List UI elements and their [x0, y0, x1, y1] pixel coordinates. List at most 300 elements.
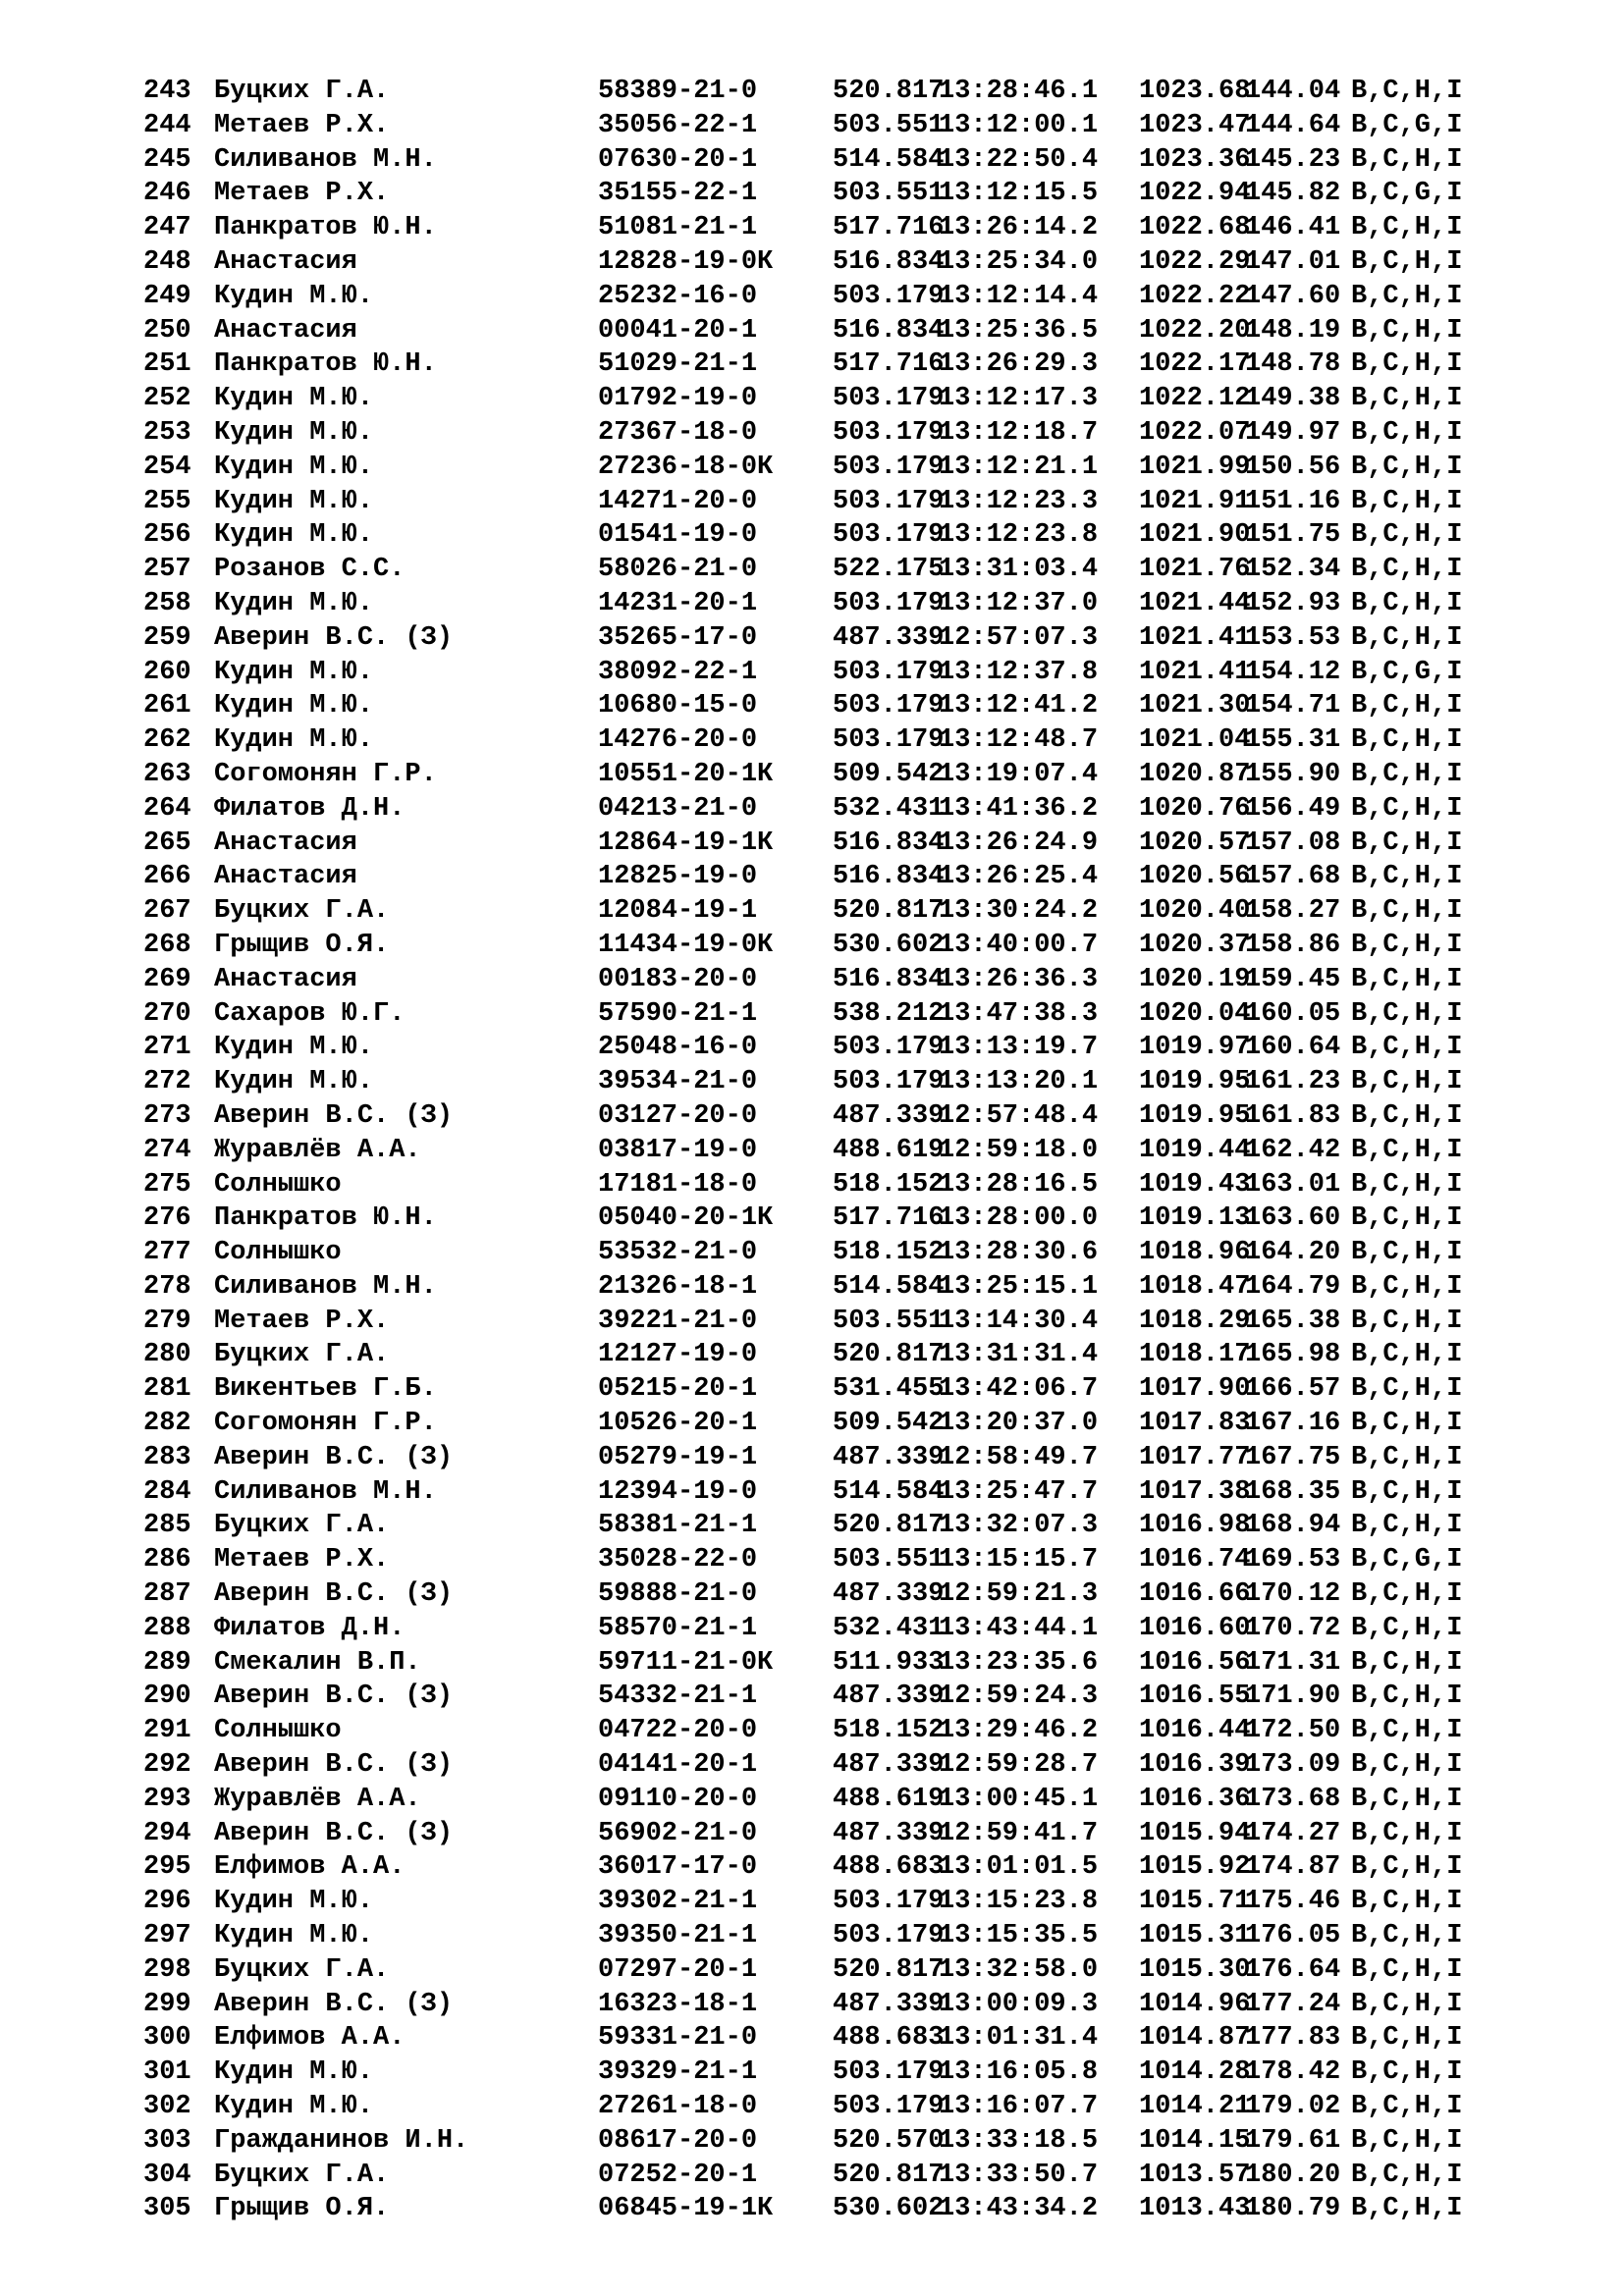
- categories: B,C,H,I: [1351, 315, 1463, 346]
- categories: B,C,H,I: [1351, 2125, 1463, 2156]
- arrival-time: 12:59:24.3: [939, 1682, 1099, 1712]
- categories: B,C,H,I: [1351, 1818, 1463, 1848]
- distance: 487.339: [833, 1579, 945, 1610]
- fancier-name: Анастасия: [214, 246, 357, 277]
- speed: 1022.22: [1139, 281, 1251, 311]
- fancier-name: Сахаров Ю.Г.: [214, 998, 406, 1029]
- speed: 1022.12: [1139, 384, 1251, 414]
- ring-number: 01541-19-0: [598, 520, 758, 551]
- arrival-time: 13:01:31.4: [939, 2023, 1099, 2054]
- place-number: 304: [143, 2160, 191, 2190]
- arrival-time: 13:16:05.8: [939, 2057, 1099, 2088]
- categories: B,C,H,I: [1351, 144, 1463, 175]
- arrival-time: 13:12:41.2: [939, 691, 1099, 721]
- points: 148.19: [1245, 315, 1341, 346]
- table-row: [143, 2192, 1577, 2226]
- table-row: [143, 723, 1577, 758]
- categories: B,C,H,I: [1351, 1271, 1463, 1302]
- place-number: 271: [143, 1033, 191, 1063]
- place-number: 283: [143, 1442, 191, 1472]
- ring-number: 08617-20-0: [598, 2125, 758, 2156]
- distance: 520.817: [833, 1511, 945, 1541]
- fancier-name: Буцких Г.А.: [214, 77, 390, 106]
- points: 154.12: [1245, 657, 1341, 687]
- distance: 520.817: [833, 2160, 945, 2190]
- place-number: 286: [143, 1545, 191, 1575]
- place-number: 302: [143, 2092, 191, 2122]
- ring-number: 39534-21-0: [598, 1067, 758, 1097]
- categories: B,C,H,I: [1351, 1954, 1463, 1985]
- ring-number: 25232-16-0: [598, 281, 758, 311]
- ring-number: 00183-20-0: [598, 964, 758, 994]
- ring-number: 03127-20-0: [598, 1100, 758, 1131]
- speed: 1022.94: [1139, 179, 1251, 209]
- points: 164.79: [1245, 1271, 1341, 1302]
- place-number: 257: [143, 555, 191, 585]
- distance: 503.179: [833, 452, 945, 482]
- fancier-name: Кудин М.Ю.: [214, 1033, 374, 1063]
- arrival-time: 13:29:46.2: [939, 1716, 1099, 1746]
- place-number: 248: [143, 246, 191, 277]
- categories: B,C,H,I: [1351, 964, 1463, 994]
- categories: B,C,H,I: [1351, 1921, 1463, 1951]
- arrival-time: 13:25:15.1: [939, 1271, 1099, 1302]
- ring-number: 39221-21-0: [598, 1306, 758, 1336]
- fancier-name: Метаев Р.Х.: [214, 179, 390, 209]
- ring-number: 04213-21-0: [598, 793, 758, 824]
- distance: 503.179: [833, 2057, 945, 2088]
- distance: 503.551: [833, 1306, 945, 1336]
- speed: 1015.30: [1139, 1954, 1251, 1985]
- categories: B,C,H,I: [1351, 896, 1463, 927]
- distance: 503.551: [833, 179, 945, 209]
- ring-number: 14271-20-0: [598, 486, 758, 516]
- speed: 1013.57: [1139, 2160, 1251, 2190]
- table-row: [143, 1577, 1577, 1612]
- fancier-name: Метаев Р.Х.: [214, 1306, 390, 1336]
- speed: 1014.28: [1139, 2057, 1251, 2088]
- distance: 518.152: [833, 1238, 945, 1268]
- table-row: [143, 963, 1577, 997]
- points: 168.35: [1245, 1476, 1341, 1507]
- points: 165.98: [1245, 1340, 1341, 1370]
- arrival-time: 13:26:36.3: [939, 964, 1099, 994]
- arrival-time: 13:16:07.7: [939, 2092, 1099, 2122]
- speed: 1019.43: [1139, 1169, 1251, 1200]
- categories: B,C,H,I: [1351, 759, 1463, 789]
- points: 169.53: [1245, 1545, 1341, 1575]
- distance: 503.179: [833, 486, 945, 516]
- distance: 517.716: [833, 213, 945, 243]
- categories: B,C,H,I: [1351, 2160, 1463, 2190]
- arrival-time: 13:40:00.7: [939, 930, 1099, 960]
- fancier-name: Аверин В.С. (З): [214, 622, 454, 653]
- arrival-time: 13:26:29.3: [939, 349, 1099, 380]
- fancier-name: Солнышко: [214, 1716, 342, 1746]
- speed: 1022.29: [1139, 246, 1251, 277]
- speed: 1016.44: [1139, 1716, 1251, 1746]
- ring-number: 17181-18-0: [598, 1169, 758, 1200]
- categories: B,C,H,I: [1351, 1033, 1463, 1063]
- place-number: 276: [143, 1203, 191, 1234]
- arrival-time: 13:23:35.6: [939, 1647, 1099, 1678]
- fancier-name: Аверин В.С. (З): [214, 1442, 454, 1472]
- place-number: 254: [143, 452, 191, 482]
- table-row: [143, 1612, 1577, 1646]
- ring-number: 14276-20-0: [598, 725, 758, 756]
- table-row: [143, 1407, 1577, 1441]
- speed: 1016.60: [1139, 1613, 1251, 1643]
- points: 156.49: [1245, 793, 1341, 824]
- ring-number: 07252-20-1: [598, 2160, 758, 2190]
- place-number: 289: [143, 1647, 191, 1678]
- arrival-time: 13:15:35.5: [939, 1921, 1099, 1951]
- arrival-time: 13:20:37.0: [939, 1409, 1099, 1439]
- arrival-time: 13:30:24.2: [939, 896, 1099, 927]
- arrival-time: 13:13:19.7: [939, 1033, 1099, 1063]
- place-number: 275: [143, 1169, 191, 1200]
- points: 160.64: [1245, 1033, 1341, 1063]
- arrival-time: 12:58:49.7: [939, 1442, 1099, 1472]
- distance: 538.212: [833, 998, 945, 1029]
- distance: 520.570: [833, 2125, 945, 2156]
- table-row: [143, 2159, 1577, 2193]
- points: 180.20: [1245, 2160, 1341, 2190]
- place-number: 292: [143, 1750, 191, 1781]
- ring-number: 00041-20-1: [598, 315, 758, 346]
- place-number: 299: [143, 1989, 191, 2019]
- table-row: [143, 314, 1577, 348]
- speed: 1022.07: [1139, 417, 1251, 448]
- distance: 503.179: [833, 657, 945, 687]
- fancier-name: Анастасия: [214, 964, 357, 994]
- place-number: 247: [143, 213, 191, 243]
- distance: 532.431: [833, 1613, 945, 1643]
- place-number: 249: [143, 281, 191, 311]
- distance: 487.339: [833, 1818, 945, 1848]
- points: 171.31: [1245, 1647, 1341, 1678]
- table-row: [143, 1236, 1577, 1270]
- categories: B,C,H,I: [1351, 555, 1463, 585]
- categories: B,C,H,I: [1351, 1682, 1463, 1712]
- ring-number: 56902-21-0: [598, 1818, 758, 1848]
- distance: 503.179: [833, 1921, 945, 1951]
- table-row: [143, 1783, 1577, 1817]
- place-number: 296: [143, 1887, 191, 1917]
- ring-number: 11434-19-0К: [598, 930, 774, 960]
- place-number: 269: [143, 964, 191, 994]
- place-number: 298: [143, 1954, 191, 1985]
- arrival-time: 13:32:58.0: [939, 1954, 1099, 1985]
- place-number: 290: [143, 1682, 191, 1712]
- table-row: [143, 997, 1577, 1032]
- place-number: 258: [143, 588, 191, 618]
- categories: B,C,H,I: [1351, 452, 1463, 482]
- place-number: 250: [143, 315, 191, 346]
- table-row: [143, 1680, 1577, 1714]
- table-row: [143, 929, 1577, 963]
- table-row: [143, 1850, 1577, 1885]
- categories: B,C,H,I: [1351, 417, 1463, 448]
- distance: 517.716: [833, 1203, 945, 1234]
- fancier-name: Смекалин В.П.: [214, 1647, 421, 1678]
- distance: 520.817: [833, 896, 945, 927]
- speed: 1015.94: [1139, 1818, 1251, 1848]
- place-number: 265: [143, 828, 191, 858]
- ring-number: 03817-19-0: [598, 1135, 758, 1165]
- fancier-name: Кудин М.Ю.: [214, 384, 374, 414]
- categories: B,C,H,I: [1351, 1887, 1463, 1917]
- ring-number: 58026-21-0: [598, 555, 758, 585]
- arrival-time: 13:00:45.1: [939, 1784, 1099, 1814]
- categories: B,C,H,I: [1351, 622, 1463, 653]
- arrival-time: 13:26:25.4: [939, 862, 1099, 892]
- categories: B,C,H,I: [1351, 1169, 1463, 1200]
- ring-number: 57590-21-1: [598, 998, 758, 1029]
- arrival-time: 13:28:00.0: [939, 1203, 1099, 1234]
- table-row: [143, 1919, 1577, 1953]
- ring-number: 01792-19-0: [598, 384, 758, 414]
- table-row: [143, 2124, 1577, 2159]
- speed: 1016.66: [1139, 1579, 1251, 1610]
- table-row: [143, 1065, 1577, 1099]
- place-number: 259: [143, 622, 191, 653]
- speed: 1021.76: [1139, 555, 1251, 585]
- speed: 1018.96: [1139, 1238, 1251, 1268]
- categories: B,C,H,I: [1351, 1238, 1463, 1268]
- points: 154.71: [1245, 691, 1341, 721]
- speed: 1022.20: [1139, 315, 1251, 346]
- ring-number: 05215-20-1: [598, 1374, 758, 1405]
- table-row: [143, 2056, 1577, 2090]
- place-number: 262: [143, 725, 191, 756]
- categories: B,C,H,I: [1351, 2023, 1463, 2054]
- arrival-time: 13:31:31.4: [939, 1340, 1099, 1370]
- fancier-name: Журавлёв А.А.: [214, 1784, 421, 1814]
- points: 170.72: [1245, 1613, 1341, 1643]
- points: 179.02: [1245, 2092, 1341, 2122]
- points: 159.45: [1245, 964, 1341, 994]
- place-number: 273: [143, 1100, 191, 1131]
- arrival-time: 13:12:17.3: [939, 384, 1099, 414]
- table-row: [143, 1817, 1577, 1851]
- arrival-time: 13:19:07.4: [939, 759, 1099, 789]
- categories: B,C,H,I: [1351, 2057, 1463, 2088]
- speed: 1016.36: [1139, 1784, 1251, 1814]
- distance: 516.834: [833, 315, 945, 346]
- speed: 1015.92: [1139, 1852, 1251, 1883]
- categories: B,C,H,I: [1351, 725, 1463, 756]
- table-row: [143, 1305, 1577, 1339]
- points: 151.16: [1245, 486, 1341, 516]
- distance: 487.339: [833, 1989, 945, 2019]
- points: 170.12: [1245, 1579, 1341, 1610]
- fancier-name: Аверин В.С. (З): [214, 1579, 454, 1610]
- categories: B,C,H,I: [1351, 384, 1463, 414]
- distance: 487.339: [833, 1100, 945, 1131]
- place-number: 301: [143, 2057, 191, 2088]
- speed: 1018.47: [1139, 1271, 1251, 1302]
- arrival-time: 13:33:50.7: [939, 2160, 1099, 2190]
- speed: 1020.40: [1139, 896, 1251, 927]
- categories: B,C,H,I: [1351, 1374, 1463, 1405]
- ring-number: 12828-19-0К: [598, 246, 774, 277]
- place-number: 291: [143, 1716, 191, 1746]
- fancier-name: Кудин М.Ю.: [214, 417, 374, 448]
- table-row: [143, 894, 1577, 929]
- place-number: 295: [143, 1852, 191, 1883]
- speed: 1018.29: [1139, 1306, 1251, 1336]
- points: 148.78: [1245, 349, 1341, 380]
- distance: 488.683: [833, 2023, 945, 2054]
- ring-number: 59331-21-0: [598, 2023, 758, 2054]
- points: 163.01: [1245, 1169, 1341, 1200]
- ring-number: 14231-20-1: [598, 588, 758, 618]
- fancier-name: Панкратов Ю.Н.: [214, 213, 437, 243]
- distance: 518.152: [833, 1169, 945, 1200]
- speed: 1016.56: [1139, 1647, 1251, 1678]
- arrival-time: 12:59:28.7: [939, 1750, 1099, 1781]
- fancier-name: Кудин М.Ю.: [214, 452, 374, 482]
- arrival-time: 13:12:21.1: [939, 452, 1099, 482]
- categories: B,C,H,I: [1351, 213, 1463, 243]
- fancier-name: Розанов С.С.: [214, 555, 406, 585]
- table-row: [143, 485, 1577, 519]
- fancier-name: Грыщив О.Я.: [214, 2194, 390, 2224]
- speed: 1015.31: [1139, 1921, 1251, 1951]
- ring-number: 25048-16-0: [598, 1033, 758, 1063]
- table-row: [143, 689, 1577, 723]
- arrival-time: 12:59:21.3: [939, 1579, 1099, 1610]
- arrival-time: 12:57:07.3: [939, 622, 1099, 653]
- speed: 1016.55: [1139, 1682, 1251, 1712]
- table-row: [143, 1543, 1577, 1577]
- ring-number: 54332-21-1: [598, 1682, 758, 1712]
- categories: B,C,G,I: [1351, 1545, 1463, 1575]
- points: 165.38: [1245, 1306, 1341, 1336]
- table-row: [143, 621, 1577, 656]
- distance: 503.551: [833, 1545, 945, 1575]
- distance: 520.817: [833, 77, 945, 106]
- table-row: [143, 518, 1577, 553]
- ring-number: 10526-20-1: [598, 1409, 758, 1439]
- categories: B,C,H,I: [1351, 1306, 1463, 1336]
- points: 161.23: [1245, 1067, 1341, 1097]
- distance: 522.175: [833, 555, 945, 585]
- fancier-name: Филатов Д.Н.: [214, 1613, 406, 1643]
- table-row: [143, 143, 1577, 178]
- speed: 1019.13: [1139, 1203, 1251, 1234]
- table-row: [143, 1338, 1577, 1372]
- table-row: [143, 451, 1577, 485]
- points: 145.23: [1245, 144, 1341, 175]
- place-number: 251: [143, 349, 191, 380]
- distance: 531.455: [833, 1374, 945, 1405]
- arrival-time: 13:42:06.7: [939, 1374, 1099, 1405]
- arrival-time: 12:57:48.4: [939, 1100, 1099, 1131]
- points: 180.79: [1245, 2194, 1341, 2224]
- place-number: 288: [143, 1613, 191, 1643]
- distance: 487.339: [833, 1442, 945, 1472]
- ring-number: 58389-21-0: [598, 77, 758, 106]
- points: 166.57: [1245, 1374, 1341, 1405]
- distance: 503.179: [833, 417, 945, 448]
- categories: B,C,H,I: [1351, 1476, 1463, 1507]
- points: 177.83: [1245, 2023, 1341, 2054]
- categories: B,C,H,I: [1351, 862, 1463, 892]
- categories: B,C,H,I: [1351, 998, 1463, 1029]
- distance: 514.584: [833, 1271, 945, 1302]
- place-number: 253: [143, 417, 191, 448]
- place-number: 268: [143, 930, 191, 960]
- categories: B,C,H,I: [1351, 246, 1463, 277]
- place-number: 280: [143, 1340, 191, 1370]
- fancier-name: Согомонян Г.Р.: [214, 759, 437, 789]
- points: 175.46: [1245, 1887, 1341, 1917]
- speed: 1016.74: [1139, 1545, 1251, 1575]
- speed: 1021.99: [1139, 452, 1251, 482]
- points: 149.38: [1245, 384, 1341, 414]
- arrival-time: 13:26:14.2: [939, 213, 1099, 243]
- fancier-name: Буцких Г.А.: [214, 1511, 390, 1541]
- fancier-name: Панкратов Ю.Н.: [214, 349, 437, 380]
- arrival-time: 13:12:14.4: [939, 281, 1099, 311]
- table-row: [143, 860, 1577, 894]
- table-row: [143, 1441, 1577, 1475]
- distance: 503.179: [833, 725, 945, 756]
- points: 149.97: [1245, 417, 1341, 448]
- distance: 517.716: [833, 349, 945, 380]
- fancier-name: Кудин М.Ю.: [214, 1921, 374, 1951]
- categories: B,C,H,I: [1351, 1511, 1463, 1541]
- fancier-name: Елфимов А.А.: [214, 1852, 406, 1883]
- arrival-time: 13:33:18.5: [939, 2125, 1099, 2156]
- ring-number: 58570-21-1: [598, 1613, 758, 1643]
- fancier-name: Буцких Г.А.: [214, 2160, 390, 2190]
- categories: B,C,H,I: [1351, 691, 1463, 721]
- distance: 487.339: [833, 1682, 945, 1712]
- points: 147.01: [1245, 246, 1341, 277]
- speed: 1021.91: [1139, 486, 1251, 516]
- results-table: [143, 75, 1577, 2226]
- fancier-name: Елфимов А.А.: [214, 2023, 406, 2054]
- ring-number: 59711-21-0К: [598, 1647, 774, 1678]
- distance: 516.834: [833, 862, 945, 892]
- distance: 516.834: [833, 964, 945, 994]
- points: 167.75: [1245, 1442, 1341, 1472]
- distance: 487.339: [833, 1750, 945, 1781]
- points: 151.75: [1245, 520, 1341, 551]
- fancier-name: Кудин М.Ю.: [214, 588, 374, 618]
- fancier-name: Филатов Д.Н.: [214, 793, 406, 824]
- distance: 509.542: [833, 1409, 945, 1439]
- categories: B,C,H,I: [1351, 1135, 1463, 1165]
- categories: B,C,H,I: [1351, 1203, 1463, 1234]
- fancier-name: Силиванов М.Н.: [214, 1476, 437, 1507]
- table-row: [143, 1988, 1577, 2022]
- fancier-name: Буцких Г.А.: [214, 1340, 390, 1370]
- points: 160.05: [1245, 998, 1341, 1029]
- ring-number: 04141-20-1: [598, 1750, 758, 1781]
- place-number: 277: [143, 1238, 191, 1268]
- arrival-time: 12:59:18.0: [939, 1135, 1099, 1165]
- categories: B,C,H,I: [1351, 1067, 1463, 1097]
- points: 146.41: [1245, 213, 1341, 243]
- distance: 514.584: [833, 1476, 945, 1507]
- speed: 1017.83: [1139, 1409, 1251, 1439]
- table-row: [143, 1475, 1577, 1510]
- points: 171.90: [1245, 1682, 1341, 1712]
